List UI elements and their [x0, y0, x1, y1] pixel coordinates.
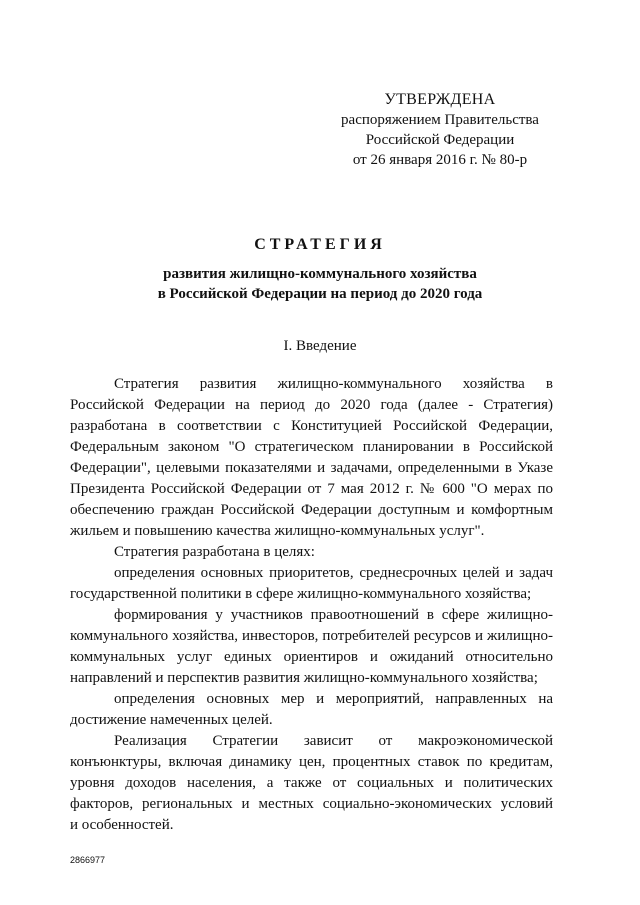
paragraph-line: достижение намеченных целей.	[70, 712, 273, 728]
body-paragraph	[70, 374, 553, 542]
paragraph-line: Федерации", целевыми показателями и задачами, определенными в Указе	[70, 460, 553, 476]
approval-heading: УТВЕРЖДЕНА	[384, 91, 496, 108]
paragraph-line: формирования у участников правоотношений в сфере жилищно-	[114, 607, 553, 623]
document-subtitle	[0, 264, 640, 304]
paragraph-line: Российской Федерации на период до 2020 года (далее - Стратегия)	[70, 397, 553, 413]
paragraph-line: Стратегия разработана в целях:	[114, 544, 315, 560]
paragraph-line: государственной политики в сфере жилищно-коммунального хозяйства;	[70, 586, 532, 602]
document-title: СТРАТЕГИЯ	[254, 236, 386, 253]
body-paragraph	[70, 689, 553, 731]
subtitle-line-2: в Российской Федерации на период до 2020 года	[157, 286, 483, 302]
paragraph-line: обеспечению граждан Российской Федерации доступным и комфортным	[70, 502, 553, 518]
paragraph-line: направлений и перспектив развития жилищно-коммунального хозяйства;	[70, 670, 538, 686]
paragraph-line: разработана в соответствии с Конституцией Российской Федерации,	[70, 418, 553, 434]
paragraph-line: коммунального хозяйства, инвесторов, потребителей ресурсов и жилищно-	[70, 628, 553, 644]
paragraph-line: уровня доходов населения, а также от социальных и политических	[70, 775, 553, 791]
section-heading: I. Введение	[283, 338, 357, 354]
document-body	[70, 374, 553, 836]
paragraph-line: и особенностей.	[70, 817, 174, 833]
approval-line-3: от 26 января 2016 г. № 80-р	[352, 152, 528, 168]
paragraph-line: факторов, региональных и местных социально-экономических условий	[70, 796, 553, 812]
body-paragraph	[70, 605, 553, 689]
paragraph-line: конъюнктуры, включая динамику цен, процентных ставок по кредитам,	[70, 754, 553, 770]
document-number: 2866977	[70, 855, 106, 865]
approval-line-1: распоряжением Правительства	[341, 112, 539, 128]
approval-line-2: Российской Федерации	[365, 132, 515, 148]
body-paragraph	[70, 731, 553, 836]
paragraph-line: коммунальных услуг единых ориентиров и ожиданий относительно	[70, 649, 553, 665]
approval-stamp-block	[330, 90, 550, 170]
paragraph-line: Стратегия развития жилищно-коммунального хозяйства в	[114, 376, 553, 392]
subtitle-line-1: развития жилищно-коммунального хозяйства	[163, 266, 477, 282]
paragraph-line: определения основных мер и мероприятий, направленных на	[114, 691, 553, 707]
paragraph-line: определения основных приоритетов, среднесрочных целей и задач	[114, 565, 553, 581]
body-paragraph	[70, 542, 553, 563]
paragraph-line: жильем и повышению качества жилищно-коммунальных услуг".	[70, 523, 485, 539]
paragraph-line: Президента Российской Федерации от 7 мая 2012 г. № 600 "О мерах по	[70, 481, 553, 497]
paragraph-line: Реализация Стратегии зависит от макроэкономической	[114, 733, 553, 749]
body-paragraph	[70, 563, 553, 605]
paragraph-line: Федеральным законом "О стратегическом планировании в Российской	[70, 439, 553, 455]
